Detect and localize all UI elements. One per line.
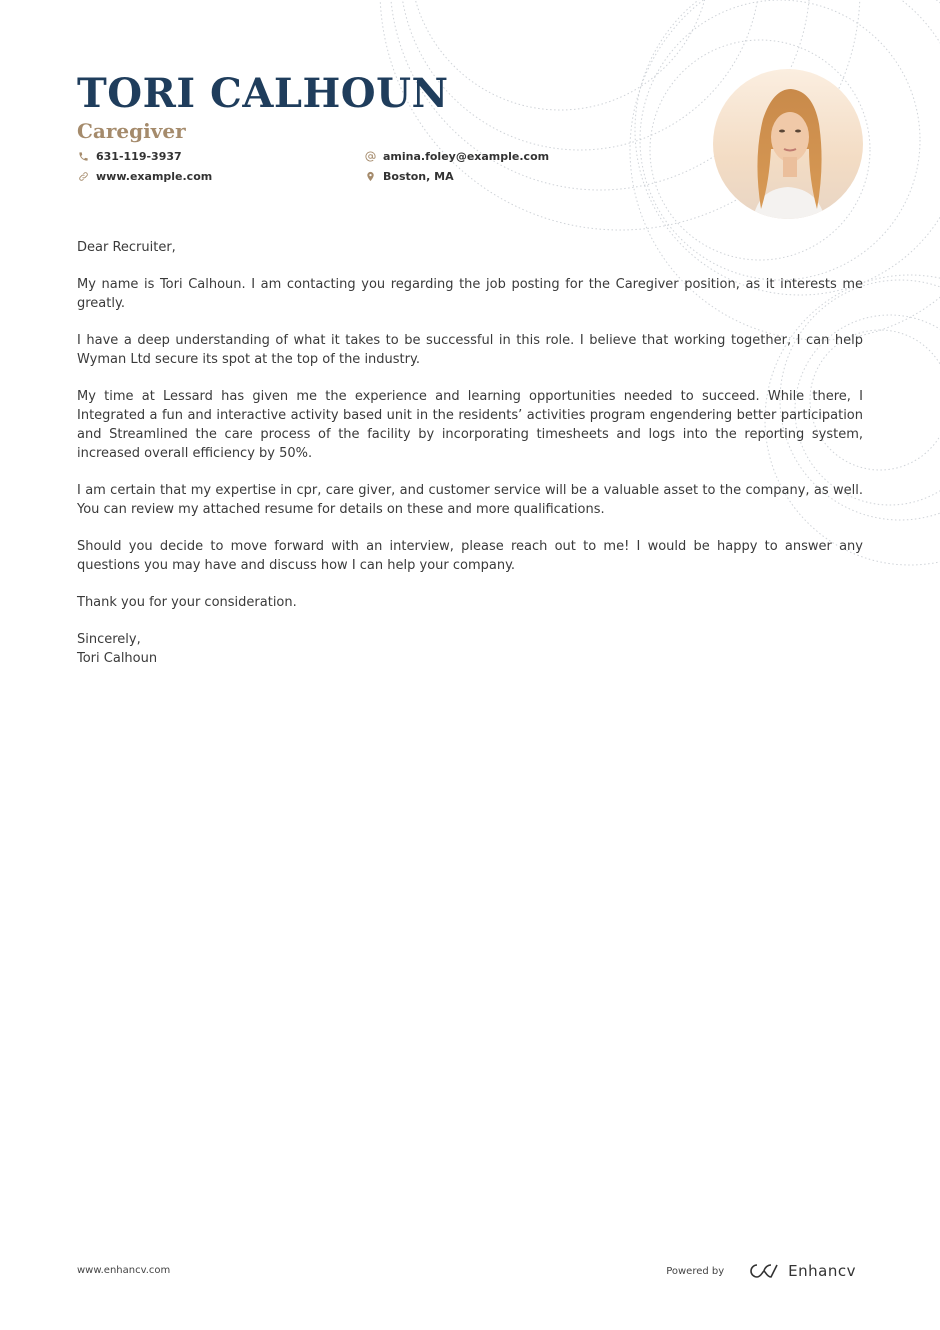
- website-link[interactable]: www.example.com: [96, 169, 213, 183]
- at-icon: [364, 150, 376, 162]
- location-pin-icon: [364, 170, 376, 182]
- candidate-name: TORI CALHOUN: [77, 70, 449, 117]
- contact-phone: [77, 148, 182, 164]
- footer-branding: [666, 1262, 856, 1280]
- brand-name: Enhancv: [788, 1262, 856, 1280]
- letter-closing: Sincerely,: [77, 632, 141, 647]
- letter-greeting: Dear Recruiter,: [77, 240, 176, 255]
- enhancv-logo[interactable]: [748, 1262, 856, 1280]
- powered-by-text: Powered by: [666, 1265, 725, 1277]
- location-text: Boston, MA: [383, 169, 454, 183]
- letter-paragraph-2: I have a deep understanding of what it takes to be successful in this role. I believe that working together, I can help Wyman Ltd secure its spot at the top of the industry.: [77, 333, 863, 367]
- candidate-role: Caregiver: [77, 119, 186, 143]
- phone-icon: [77, 150, 89, 162]
- email-link[interactable]: amina.foley@example.com: [383, 149, 550, 163]
- phone-text: 631-119-3937: [96, 149, 182, 163]
- letter-paragraph-3: My time at Lessard has given me the experience and learning opportunities needed to succeed. While there, I Integrated a fun and interactive activity based unit in the residents’ activities program engendering better participation and Streamlined the care process of the facility by incorporating timesheets and logs into the reporting system, increased overall efficiency by 50%.: [77, 389, 863, 461]
- profile-photo: [713, 69, 863, 219]
- contact-email[interactable]: [364, 148, 549, 164]
- letter-paragraph-4: I am certain that my expertise in cpr, care giver, and customer service will be a valuable asset to the company, as well. You can review my attached resume for details on these and more qualifications.: [77, 483, 863, 517]
- letter-paragraph-5: Should you decide to move forward with an interview, please reach out to me! I would be happy to answer any questions you may have and discuss how I can help your company.: [77, 539, 863, 573]
- letter-paragraph-1: My name is Tori Calhoun. I am contacting you regarding the job posting for the Caregiver position, as it interests me greatly.: [77, 277, 863, 311]
- letter-paragraph-6: Thank you for your consideration.: [77, 595, 297, 610]
- letter-body: [77, 238, 863, 668]
- contact-website[interactable]: [77, 168, 212, 184]
- footer-site-link[interactable]: www.enhancv.com: [77, 1265, 171, 1276]
- enhancv-logo-icon: [748, 1262, 780, 1280]
- contact-location: [364, 168, 454, 184]
- letter-signature: Tori Calhoun: [77, 651, 158, 666]
- link-icon: [77, 170, 89, 182]
